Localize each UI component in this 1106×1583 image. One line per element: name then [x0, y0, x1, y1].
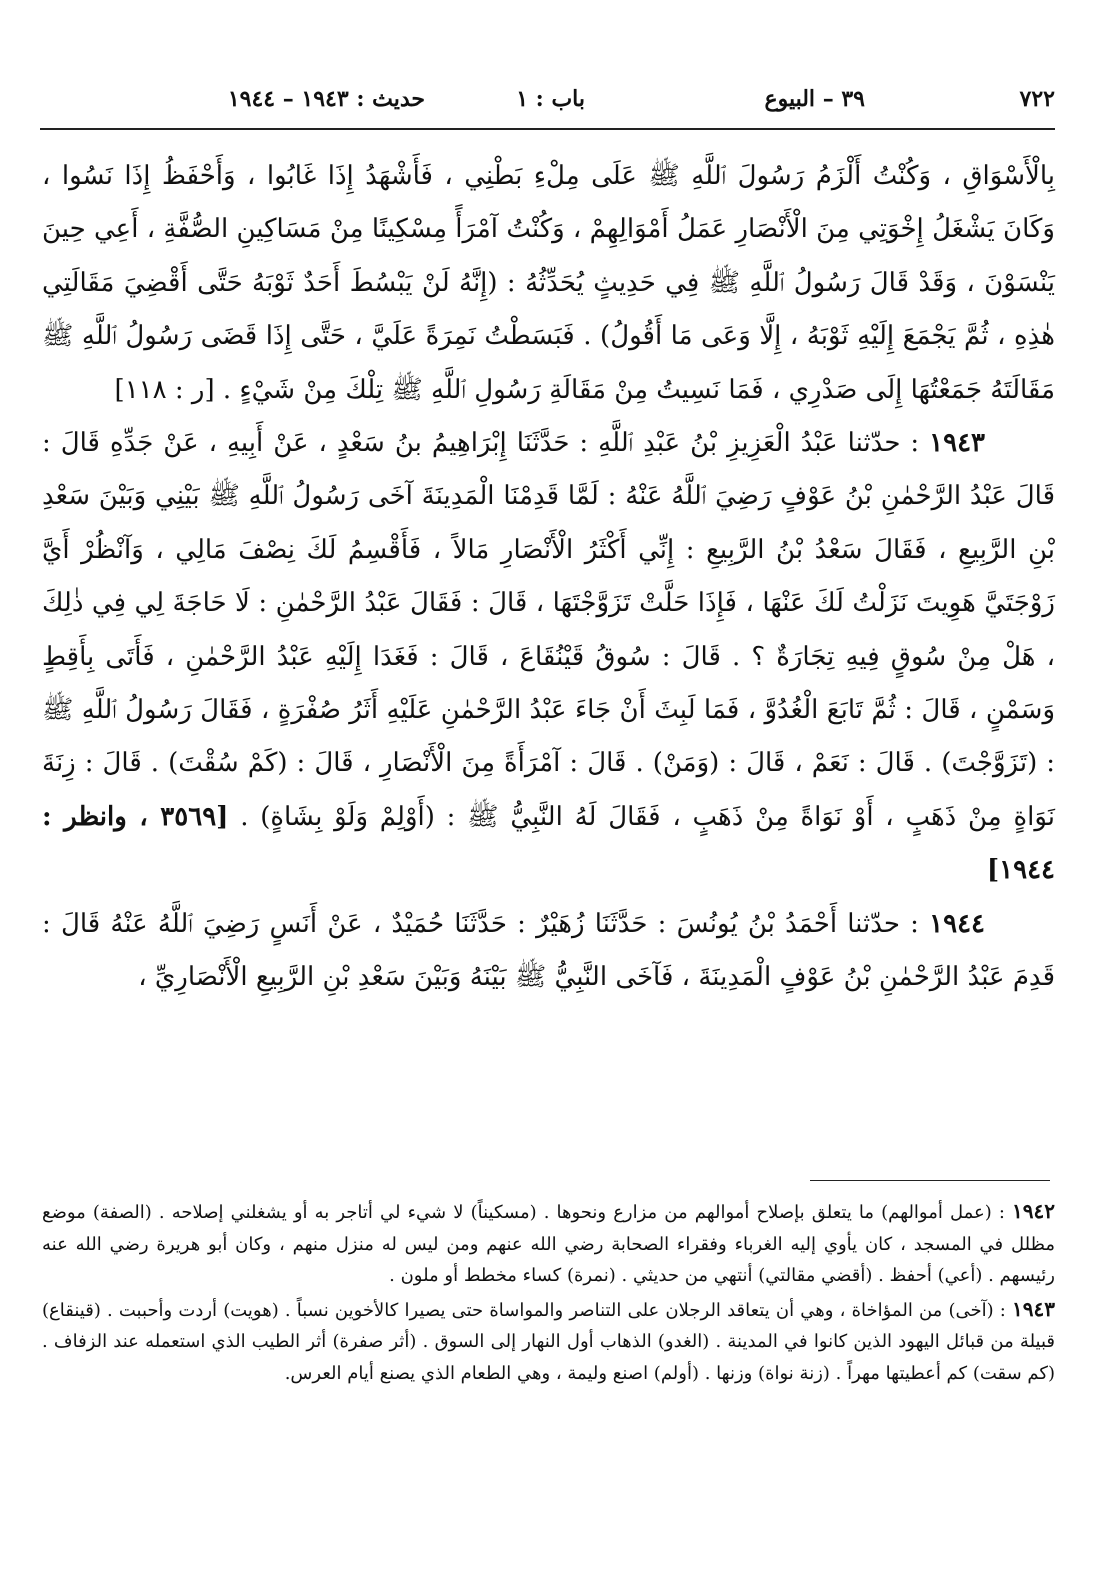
- hadith-text: : حدّثنا أَحْمَدُ بْنُ يُونُسَ : حَدَّثَنَا زُهَيْرٌ : حَدَّثَنَا حُمَيْدٌ ، عَنْ أَنَسٍ رَضِيَ ٱللَّهُ عَنْهُ قَالَ : قَدِمَ عَبْدُ الرَّحْمٰنِ بْنُ عَوْفٍ الْمَدِينَةَ ، فَآخَى النَّبِيُّ ﷺ بَيْنَهُ وَبَيْنَ سَعْدِ بْنِ الرَّبِيعِ الْأَنْصَارِيِّ ،: [42, 908, 1055, 993]
- footnote-text: : (آخى) من المؤاخاة ، وهي أن يتعاقد الرجلان على التناصر والمواساة حتى يصيرا كالأخوين نسباً . (هويت) أردت وأحببت . (قينقاع) قبيلة من قبائل اليهود الذين كانوا في المدينة . (الغدو) الذهاب أول النهار إلى السوق . (أثر صفرة) أثر الطيب الذي استعمله عند الزفاف . (كم سقت) كم أعطيتها مهراً . (زنة نواة) وزنها . (أولم) اصنع وليمة ، وهي الطعام الذي يصنع أيام العرس.: [42, 1299, 1055, 1384]
- footnote-number: ١٩٤٣: [1012, 1296, 1055, 1321]
- book-title: ٣٩ – البيوع: [764, 86, 865, 112]
- main-text: [42, 150, 1055, 1005]
- footnote-number: ١٩٤٢: [1012, 1199, 1055, 1223]
- hadith-1944: [42, 898, 1055, 1005]
- continued-paragraph: بِالْأَسْوَاقِ ، وَكُنْتُ أَلْزَمُ رَسُولَ ٱللَّهِ ﷺ عَلَى مِلْءِ بَطْنِي ، فَأَشْهَدُ إِذَا غَابُوا ، وَأَحْفَظُ إِذَا نَسُوا ، وَكَانَ يَشْغَلُ إِخْوَتِي مِنَ الْأَنْصَارِ عَمَلُ أَمْوَالِهِمْ ، وَكُنْتُ آمْرَأً مِسْكِينًا مِنْ مَسَاكِينِ الصُّفَّةِ ، أَعِي حِينَ يَنْسَوْنَ ، وَقَدْ قَالَ رَسُولُ ٱللَّهِ ﷺ فِي حَدِيثٍ يُحَدِّثُهُ : (إِنَّهُ لَنْ يَبْسُطَ أَحَدٌ ثَوْبَهُ حَتَّى أَقْضِيَ مَقَالَتِي هٰذِهِ ، ثُمَّ يَجْمَعَ إِلَيْهِ ثَوْبَهُ ، إِلَّا وَعَى مَا أَقُولُ) . فَبَسَطْتُ نَمِرَةً عَلَيَّ ، حَتَّى إِذَا قَضَى رَسُولُ ٱللَّهِ ﷺ مَقَالَتَهُ جَمَعْتُهَا إِلَى صَدْرِي ، فَمَا نَسِيتُ مِنْ مَقَالَةِ رَسُولِ ٱللَّهِ ﷺ تِلْكَ مِنْ شَيْءٍ . [ر : ١١٨]: [42, 161, 1055, 405]
- hadith-number: ١٩٤٣: [929, 428, 985, 459]
- hadith-text: : حدّثنا عَبْدُ الْعَزِيزِ بْنُ عَبْدِ ٱللَّهِ : حَدَّثَنَا إِبْرَاهِيمُ بنُ سَعْدٍ ، عَنْ أَبِيهِ ، عَنْ جَدِّهِ قَالَ : قَالَ عَبْدُ الرَّحْمٰنِ بْنُ عَوْفٍ رَضِيَ ٱللَّهُ عَنْهُ : لَمَّا قَدِمْنَا الْمَدِينَةَ آخَى رَسُولُ ٱللَّهِ ﷺ بَيْنِي وَبَيْنَ سَعْدِ بْنِ الرَّبِيعِ ، فَقَالَ سَعْدُ بْنُ الرَّبِيعِ : إِنِّي أَكْثَرُ الْأَنْصَارِ مَالاً ، فَأَقْسِمُ لَكَ نِصْفَ مَالِي ، وَآنْظُرْ أَيَّ زَوْجَتَيَّ هَوِيتَ نَزَلْتُ لَكَ عَنْهَا ، فَإِذَا حَلَّتْ تَزَوَّجْتَهَا ، قَالَ : فَقَالَ عَبْدُ الرَّحْمٰنِ : لَا حَاجَةَ لِي فِي ذٰلِكَ ، هَلْ مِنْ سُوقٍ فِيهِ تِجَارَةٌ ؟ . قَالَ : سُوقُ قَيْنُقَاعَ ، قَالَ : فَغَدَا إِلَيْهِ عَبْدُ الرَّحْمٰنِ ، فَأَتَى بِأَقِطٍ وَسَمْنٍ ، قَالَ : ثُمَّ تَابَعَ الْغُدُوَّ ، فَمَا لَبِثَ أَنْ جَاءَ عَبْدُ الرَّحْمٰنِ عَلَيْهِ أَثَرُ صُفْرَةٍ ، فَقَالَ رَسُولُ ٱللَّهِ ﷺ : (تَزَوَّجْتَ) . قَالَ : نَعَمْ ، قَالَ : (وَمَنْ) . قَالَ : آمْرَأَةً مِنَ الْأَنْصَارِ ، قَالَ : (كَمْ سُقْتَ) . قَالَ : زِنَةَ نَوَاةٍ مِنْ ذَهَبٍ ، أَوْ نَوَاةً مِنْ ذَهَبٍ ، فَقَالَ لَهُ النَّبِيُّ ﷺ : (أَوْلِمْ وَلَوْ بِشَاةٍ) .: [42, 428, 1055, 832]
- footnote: [42, 1196, 1055, 1292]
- page-number: ٧٢٢: [1019, 86, 1055, 112]
- page-header: [40, 78, 1055, 120]
- chapter-label: باب : ١: [516, 86, 585, 112]
- footnotes: [42, 1196, 1055, 1391]
- hadith-number: ١٩٤٤: [929, 908, 986, 939]
- footnote-divider: [810, 1180, 1050, 1181]
- footnote: [42, 1294, 1055, 1390]
- hadith-1943: [42, 417, 1055, 898]
- header-divider: [40, 128, 1055, 130]
- hadith-reference: [٣٥٦٩ ، وانظر : ١٩٤٤]: [42, 801, 1055, 886]
- footnote-text: : (عمل أموالهم) ما يتعلق بإصلاح أموالهم من مزارع ونحوها . (مسكيناً) لا شيء لي أتاجر به أو يشغلني إصلاحه . (الصفة) موضع مظلل في المسجد ، كان يأوي إليه الغرباء وفقراء الصحابة رضي الله عنهم ومن ليس له منزل منهم ، وكان أبو هريرة رضي الله عنه رئيسهم . (أعي) أحفظ . (أقضي مقالتي) أنتهي من حديثي . (نمرة) كساء مخطط أو ملون .: [42, 1202, 1055, 1286]
- hadith-range: حديث : ١٩٤٣ – ١٩٤٤: [227, 86, 425, 112]
